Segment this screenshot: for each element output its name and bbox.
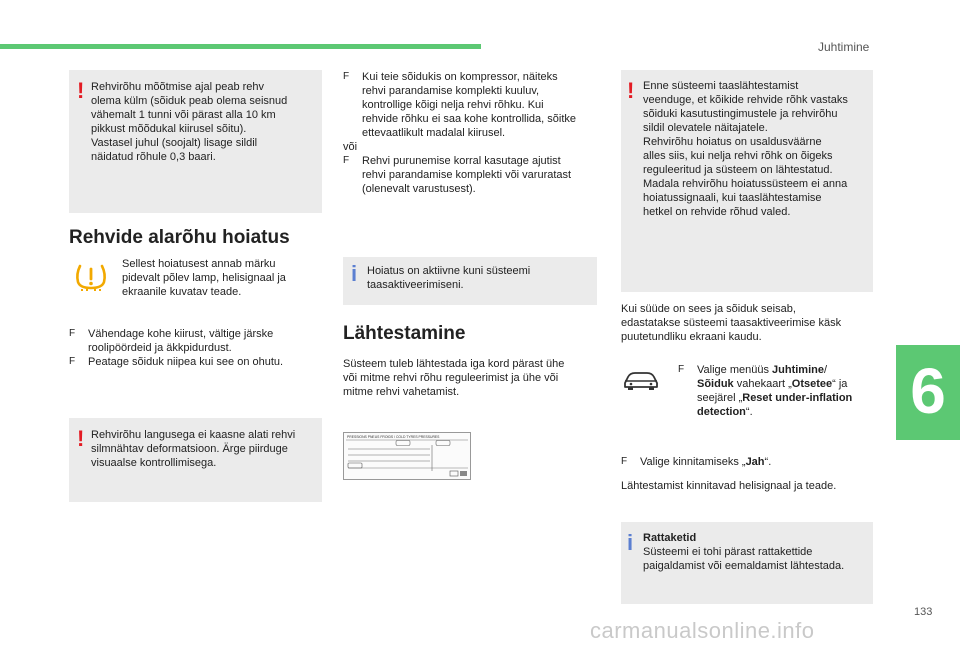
- warning-box-deformation: [69, 418, 322, 502]
- warning-exclamation-icon: !: [77, 78, 85, 103]
- ignition-paragraph: Kui süüde on sees ja sõiduk seisab, edastatakse süsteemi taasaktiveerimise käsk puutetundliku ekraani kaudu.: [621, 303, 842, 343]
- bullet-menu-step: F Valige menüüs Juhtimine/ Sõiduk vahekaart „Otsetee“ ja seejärel „Reset under-inflation detection“.: [678, 364, 853, 418]
- confirmation-paragraph: Lähtestamist kinnitavad helisignaal ja teade.: [621, 480, 837, 492]
- warning-exclamation-icon: !: [627, 78, 635, 103]
- tyre-label-header: PRESSIONS PNEUS FROIDS / COLD TYRES PRESSURES: [347, 435, 440, 439]
- bullet-arrow-icon: F: [69, 356, 76, 367]
- info-icon: i: [351, 261, 358, 286]
- bullet-arrow-icon: F: [343, 155, 350, 166]
- tpms-warning-icon: [74, 262, 108, 292]
- bullet-arrow-icon: F: [343, 71, 350, 82]
- bullet-reduce-speed: F Vähendage kohe kiirust, vältige järske roolipöördeid ja äkkpidurdust.: [69, 328, 274, 354]
- info-box-snow-chains: [621, 522, 873, 604]
- bullet-confirm-step: F Valige kinnitamiseks „Jah“.: [621, 456, 772, 468]
- bullet-compressor: F Kui teie sõidukis on kompressor, näiteks rehvi parandamise komplekti kuuluv, kontrollige kõigi nelja rehvi rõhku. Kui rehvide rõhku ei saa kohe kontrollida, sõitke ettevaatlikult madalal kiirusel.: [343, 71, 577, 139]
- car-menu-icon: [622, 369, 660, 391]
- bullet-arrow-icon: F: [678, 364, 685, 375]
- tpms-icon-description: Sellest hoiatusest annab märku pidevalt põlev lamp, helisignaal ja ekraanile kuvatav teade.: [122, 258, 286, 298]
- or-word: või: [343, 141, 358, 153]
- tyre-pressure-label-image: [343, 432, 471, 480]
- warning-box-before-reset: [621, 70, 873, 292]
- chapter-title: Juhtimine: [818, 40, 870, 54]
- warning-exclamation-icon: !: [77, 426, 85, 451]
- info-text: Rattaketid Süsteemi ei tohi pärast rattakettide paigaldamist või eemaldamist lähtestada.: [643, 532, 845, 572]
- warning-text: Enne süsteemi taaslähtestamist veenduge, et kõikide rehvide rõhk vastaks sõiduki kasutustingimustele ja rehvirõhu sildil olevatele näitajatele. Rehvirõhu hoiatus on usaldusväärne alles siis, kui nelja rehvi rõhk on õigeks reguleeritud ja süsteem on lähtestatud. Madala rehvirõhu hoiatussüsteem ei anna hoiatussignaali, kui taaslähtestamise hetkel on rehvide rõhud valed.: [643, 80, 848, 218]
- watermark: carmanualsonline.info: [590, 618, 815, 643]
- info-box-active: [343, 257, 597, 305]
- bullet-stop-vehicle: F Peatage sõiduk niipea kui see on ohutu.: [69, 356, 284, 368]
- info-text: Hoiatus on aktiivne kuni süsteemi taasaktiveerimiseni.: [367, 265, 531, 291]
- warning-text: Rehvirõhu langusega ei kaasne alati rehvi silmnähtav deformatsioon. Ärge piirduge visuaalse kontrollimisega.: [91, 429, 296, 469]
- warning-box-cold-tyre: [69, 70, 322, 213]
- header-accent-bar: [0, 44, 481, 49]
- warning-text: Rehvirõhu mõõtmise ajal peab rehv olema külm (sõiduk peab olema seisnud vähemalt 1 tunni või pärast alla 10 km pikkust mõõdukal kiirusel sõitu). Vastasel juhul (soojalt) lisage sildil näidatud rõhule 0,3 baari.: [91, 81, 288, 163]
- bullet-arrow-icon: F: [69, 328, 76, 339]
- bullet-arrow-icon: F: [621, 456, 628, 467]
- info-icon: i: [627, 530, 634, 555]
- section-heading-reset: Lähtestamine: [343, 323, 466, 344]
- reset-paragraph: Süsteem tuleb lähtestada iga kord pärast ühe või mitme rehvi rõhu reguleerimist ja ühe või mitme rehvi vahetamist.: [343, 358, 565, 398]
- bullet-puncture: F Rehvi purunemise korral kasutage ajutist rehvi parandamise komplekti või varuratast (olenevalt varustusest).: [343, 155, 572, 195]
- chapter-tab: [896, 345, 960, 440]
- page-number: 133: [914, 606, 933, 618]
- chapter-number: 6: [910, 355, 946, 427]
- section-heading-alert: Rehvide alarõhu hoiatus: [69, 227, 290, 248]
